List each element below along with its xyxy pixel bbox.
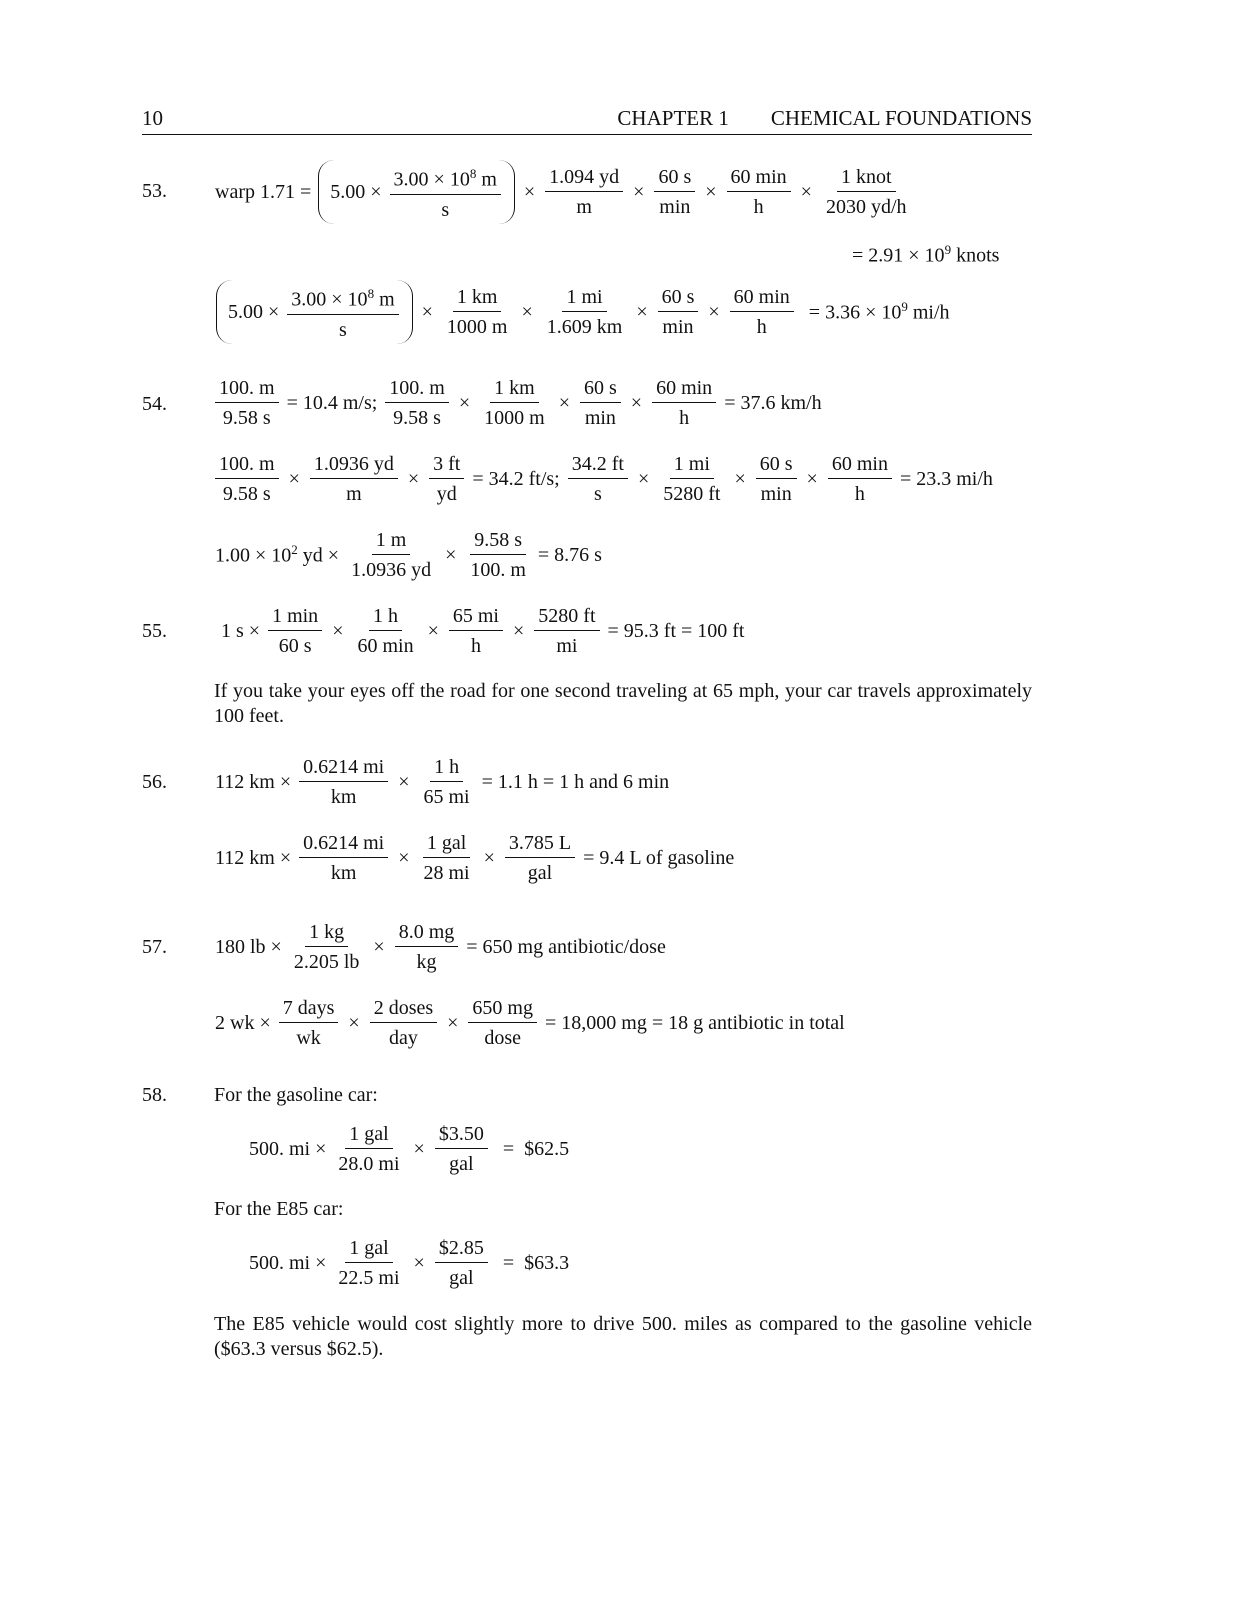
numerator: 7 days — [279, 996, 339, 1023]
denominator: 60 min — [357, 635, 414, 657]
numerator: 60 s — [756, 452, 797, 479]
equation-text: = $63.3 — [502, 1251, 570, 1274]
equation-text: = 9.4 L of gasoline — [583, 846, 735, 869]
denominator: 9.58 s — [393, 407, 441, 429]
numerator: 60 min — [730, 285, 794, 312]
equation-text: warp 1.71 = — [215, 180, 312, 203]
equation-57-line2: 2 wk × $\frac{\text{7 days}}{wk}$ × $\frac{\text{2 doses}}{\text{day}}$ × $\frac{650 mg}{\text{dose}}$ = 18,000 mg = 18 g antibiotic in total — [215, 997, 845, 1049]
problem-number-55: 55. — [142, 620, 167, 642]
fraction — [347, 528, 435, 582]
problem-number-54: 54. — [142, 393, 167, 415]
numerator: 5280 ft — [534, 604, 599, 631]
equation-54-line1: $\frac{100. m}{9.58 s}$ = 10.4 m/s; $\frac{100. m}{9.58 s}$ × $\frac{1 km}{1000 m}$ × $\frac{60 s}{\min}$ × $\frac{60 \min}{h}$ = 37.6 km/h — [210, 376, 825, 430]
numerator: 1 min — [268, 604, 322, 631]
fraction — [334, 1122, 403, 1176]
numerator: $3.50 — [435, 1122, 488, 1149]
numerator: 1 kg — [305, 920, 348, 947]
numerator: 1 knot — [837, 165, 896, 192]
denominator: 1000 m — [446, 316, 508, 338]
equation-53-line1: warp 1.71 = 5.00 × $\frac{3.00 \times 10^8 m}{s}$ × $\frac{1.094 yd}{m}$ × $\frac{60 s}{\min}$ × $\frac{60 \min}{h}$ × $\frac{\text{1 knot}}{2030 yd/h}$ — [212, 160, 916, 224]
equation-text: = 8.76 s — [537, 543, 602, 566]
equation-58-line2: 500. mi × $\frac{\text{1 gal}}{22.5 mi}$ × $\frac{\$2.85}{\text{gal}}$ = $63.3 — [249, 1237, 570, 1289]
fraction — [390, 162, 501, 222]
fraction — [395, 920, 459, 974]
equation-text: 5.00 × — [330, 180, 382, 203]
numerator: 1 km — [490, 376, 539, 403]
numerator: 3 ft — [429, 452, 464, 479]
numerator: 60 min — [652, 376, 716, 403]
denominator: 9.58 s — [222, 407, 271, 429]
equation-text: 1 s × — [221, 619, 261, 642]
denominator: km — [330, 862, 357, 884]
fraction — [658, 285, 699, 339]
denominator: kg — [416, 951, 437, 973]
fraction — [370, 996, 437, 1050]
fraction — [435, 1236, 488, 1290]
fraction — [310, 452, 398, 506]
denominator: min — [584, 407, 616, 429]
denominator: gal — [449, 1153, 474, 1175]
denominator: dose — [484, 1027, 522, 1049]
equation-text: = 2.91 × 10 — [852, 244, 945, 267]
numerator: 3.00 × 10 — [291, 288, 368, 311]
numerator: 34.2 ft — [568, 452, 628, 479]
denominator: m — [346, 483, 362, 505]
denominator: 60 s — [278, 635, 312, 657]
equation-text: 500. mi × — [249, 1251, 327, 1274]
explanation-58: The E85 vehicle would cost slightly more to drive 500. miles as compared to the gasoline vehicle ($63.3 versus $62.5). — [214, 1313, 1032, 1360]
fraction — [659, 452, 724, 506]
numerator: 1 h — [369, 604, 402, 631]
numerator: $2.85 — [435, 1236, 488, 1263]
numerator: 650 mg — [468, 996, 537, 1023]
label-gasoline-car: For the gasoline car: — [214, 1084, 378, 1106]
equation-text: yd × — [297, 544, 340, 567]
denominator: 5280 ft — [663, 483, 721, 505]
chapter-title: CHAPTER 1 CHEMICAL FOUNDATIONS — [617, 106, 1032, 130]
fraction — [822, 165, 911, 219]
equation-text: = 18,000 mg = 18 g antibiotic in total — [544, 1011, 845, 1034]
denominator: 22.5 mi — [338, 1267, 400, 1289]
fraction — [435, 1122, 488, 1176]
result-53-knots — [852, 242, 999, 268]
fraction — [468, 996, 537, 1050]
exponent: 9 — [901, 299, 908, 315]
denominator: 1.0936 yd — [351, 559, 432, 581]
fraction — [466, 528, 530, 582]
numerator: 1 km — [453, 285, 502, 312]
equation-text: = 95.3 ft = 100 ft — [607, 619, 745, 642]
numerator: 1 m — [372, 528, 411, 555]
page-number: 10 — [142, 106, 163, 130]
equation-text: = 3.36 × 10 — [808, 301, 902, 324]
numerator: 60 min — [727, 165, 791, 192]
denominator: s — [339, 318, 347, 341]
denominator: h — [753, 196, 764, 218]
fraction — [215, 452, 279, 506]
numerator: 3.00 × 10 — [393, 168, 470, 191]
fraction — [334, 1236, 403, 1290]
numerator: 9.58 s — [470, 528, 526, 555]
equation-54-line3: $1.00 \times 10^2$ yd × $\frac{1 m}{1.0936 yd}$ × $\frac{9.58 s}{100. m}$ = 8.76 s — [215, 529, 602, 581]
equation-text: 5.00 × — [228, 300, 280, 323]
fraction — [545, 165, 623, 219]
numerator: 2 doses — [370, 996, 437, 1023]
equation-text: = 1.1 h = 1 h and 6 min — [481, 770, 670, 793]
denominator: h — [854, 483, 865, 505]
fraction — [215, 376, 279, 430]
parenthesis-group — [318, 160, 515, 224]
equation-text: 180 lb × — [215, 935, 282, 958]
exponent: 8 — [469, 166, 477, 182]
fraction — [580, 376, 621, 430]
fraction — [568, 452, 628, 506]
fraction — [828, 452, 892, 506]
numerator: 65 mi — [449, 604, 503, 631]
denominator: day — [388, 1027, 418, 1049]
problem-number-58: 58. — [142, 1084, 167, 1106]
fraction — [480, 376, 549, 430]
exponent: 8 — [367, 286, 375, 302]
fraction — [429, 452, 464, 506]
fraction — [443, 285, 512, 339]
denominator: 100. m — [470, 559, 526, 581]
parenthesis-group — [216, 280, 413, 344]
denominator: gal — [527, 862, 553, 884]
numerator: 100. m — [385, 376, 449, 403]
equation-text: = 37.6 km/h — [724, 391, 822, 414]
fraction — [534, 604, 599, 658]
numerator: 3.785 L — [505, 831, 575, 858]
equation-56-line1: 112 km × $\frac{0.6214 mi}{km}$ × $\frac{1 h}{65 mi}$ = 1.1 h = 1 h and 6 min — [215, 756, 670, 808]
equation-53-line2: 5.00 × $\frac{3.00 \times 10^8 m}{s}$ × $\frac{1 km}{1000 m}$ × $\frac{1 mi}{1.609 km}$ × $\frac{60 s}{\min}$ × $\frac{60 \min}{h}$ = $3.36 \times 10^9$ mi/h — [212, 280, 953, 344]
equation-text: 2 wk × — [215, 1011, 271, 1034]
equation-text: = 10.4 m/s; — [286, 391, 378, 414]
equation-text: 500. mi × — [249, 1137, 327, 1160]
numerator: 60 min — [828, 452, 892, 479]
fraction — [727, 165, 791, 219]
fraction — [654, 165, 695, 219]
denominator: km — [330, 786, 357, 808]
fraction — [268, 604, 322, 658]
numerator: 1 h — [430, 755, 463, 782]
equation-54-line2: $\frac{100. m}{9.58 s}$ × $\frac{1.0936 yd}{m}$ × $\frac{3 ft}{yd}$ = 34.2 ft/s; $\frac{34.2 ft}{s}$ × $\frac{1 mi}{5280 ft}$ × $\frac{60 s}{\min}$ × $\frac{60 \min}{h}$ = 23.3 mi/h — [210, 452, 996, 506]
numerator: 1.094 yd — [545, 165, 623, 192]
numerator: 1 mi — [670, 452, 714, 479]
unit: m — [374, 288, 395, 311]
numerator: 1 mi — [562, 285, 606, 312]
fraction — [279, 996, 339, 1050]
fraction — [385, 376, 449, 430]
denominator: 1000 m — [484, 407, 545, 429]
fraction — [543, 285, 627, 339]
equation-text: 112 km × — [215, 846, 292, 869]
equation-text: mi/h — [907, 301, 950, 324]
denominator: 65 mi — [423, 786, 470, 808]
denominator: min — [659, 196, 691, 218]
equation-text: = 34.2 ft/s; — [472, 467, 560, 490]
denominator: 28 mi — [423, 862, 470, 884]
denominator: m — [576, 196, 592, 218]
equation-58-line1: 500. mi × $\frac{\text{1 gal}}{28.0 mi}$ × $\frac{\$3.50}{\text{gal}}$ = $62.5 — [249, 1123, 570, 1175]
equation-56-line2: 112 km × $\frac{0.6214 mi}{km}$ × $\frac{\text{1 gal}}{28 mi}$ × $\frac{3.785 L}{\text{gal}}$ = 9.4 L of gasoline — [215, 832, 735, 884]
exponent: 9 — [944, 242, 952, 257]
denominator: gal — [449, 1267, 474, 1289]
denominator: min — [760, 483, 792, 505]
fraction — [756, 452, 797, 506]
numerator: 60 s — [658, 285, 699, 312]
exponent: 2 — [291, 542, 298, 558]
denominator: 28.0 mi — [338, 1153, 400, 1175]
fraction — [299, 755, 388, 809]
fraction — [420, 831, 474, 885]
numerator: 8.0 mg — [395, 920, 459, 947]
fraction — [299, 831, 388, 885]
fraction — [652, 376, 716, 430]
denominator: s — [441, 198, 450, 221]
equation-text: = $62.5 — [502, 1137, 570, 1160]
explanation-55: If you take your eyes off the road for one second traveling at 65 mph, your car travels approximately 100 feet. — [214, 680, 1032, 727]
equation-text: = 650 mg antibiotic/dose — [466, 935, 666, 958]
denominator: 2.205 lb — [293, 951, 360, 973]
problem-number-56: 56. — [142, 771, 167, 793]
fraction — [353, 604, 417, 658]
fraction — [287, 282, 398, 342]
denominator: min — [662, 316, 694, 338]
denominator: h — [679, 407, 690, 429]
problem-number-57: 57. — [142, 936, 167, 958]
fraction — [505, 831, 575, 885]
numerator: 60 s — [654, 165, 695, 192]
denominator: h — [756, 316, 767, 338]
numerator: 1 gal — [345, 1122, 392, 1149]
fraction — [290, 920, 364, 974]
equation-text: = 23.3 mi/h — [899, 467, 993, 490]
denominator: 2030 yd/h — [825, 196, 907, 218]
denominator: mi — [556, 635, 578, 657]
numerator: 0.6214 mi — [299, 755, 388, 782]
numerator: 60 s — [580, 376, 621, 403]
fraction — [420, 755, 474, 809]
page-header — [142, 106, 1032, 135]
equation-55-line1: 1 s × $\frac{1 \min}{60 s}$ × $\frac{1 h}{60 \min}$ × $\frac{65 mi}{h}$ × $\frac{5280 ft}{mi}$ = 95.3 ft = 100 ft — [221, 605, 745, 657]
numerator: 0.6214 mi — [299, 831, 388, 858]
unit: m — [476, 168, 497, 191]
label-e85-car: For the E85 car: — [214, 1198, 344, 1220]
fraction — [730, 285, 794, 339]
denominator: 9.58 s — [222, 483, 271, 505]
equation-text: knots — [951, 244, 1000, 267]
denominator: yd — [436, 483, 457, 505]
problem-number-53: 53. — [142, 180, 167, 202]
equation-text: 1.00 × 10 — [215, 544, 292, 567]
denominator: 1.609 km — [546, 316, 623, 338]
numerator: 1 gal — [423, 831, 470, 858]
fraction — [449, 604, 503, 658]
numerator: 1 gal — [345, 1236, 392, 1263]
numerator: 1.0936 yd — [310, 452, 398, 479]
denominator: h — [470, 635, 481, 657]
denominator: s — [593, 483, 602, 505]
numerator: 100. m — [215, 376, 279, 403]
equation-57-line1: 180 lb × $\frac{1 kg}{2.205 lb}$ × $\frac{8.0 mg}{kg}$ = 650 mg antibiotic/dose — [215, 921, 666, 973]
denominator: wk — [296, 1027, 321, 1049]
equation-text: 112 km × — [215, 770, 292, 793]
numerator: 100. m — [215, 452, 279, 479]
